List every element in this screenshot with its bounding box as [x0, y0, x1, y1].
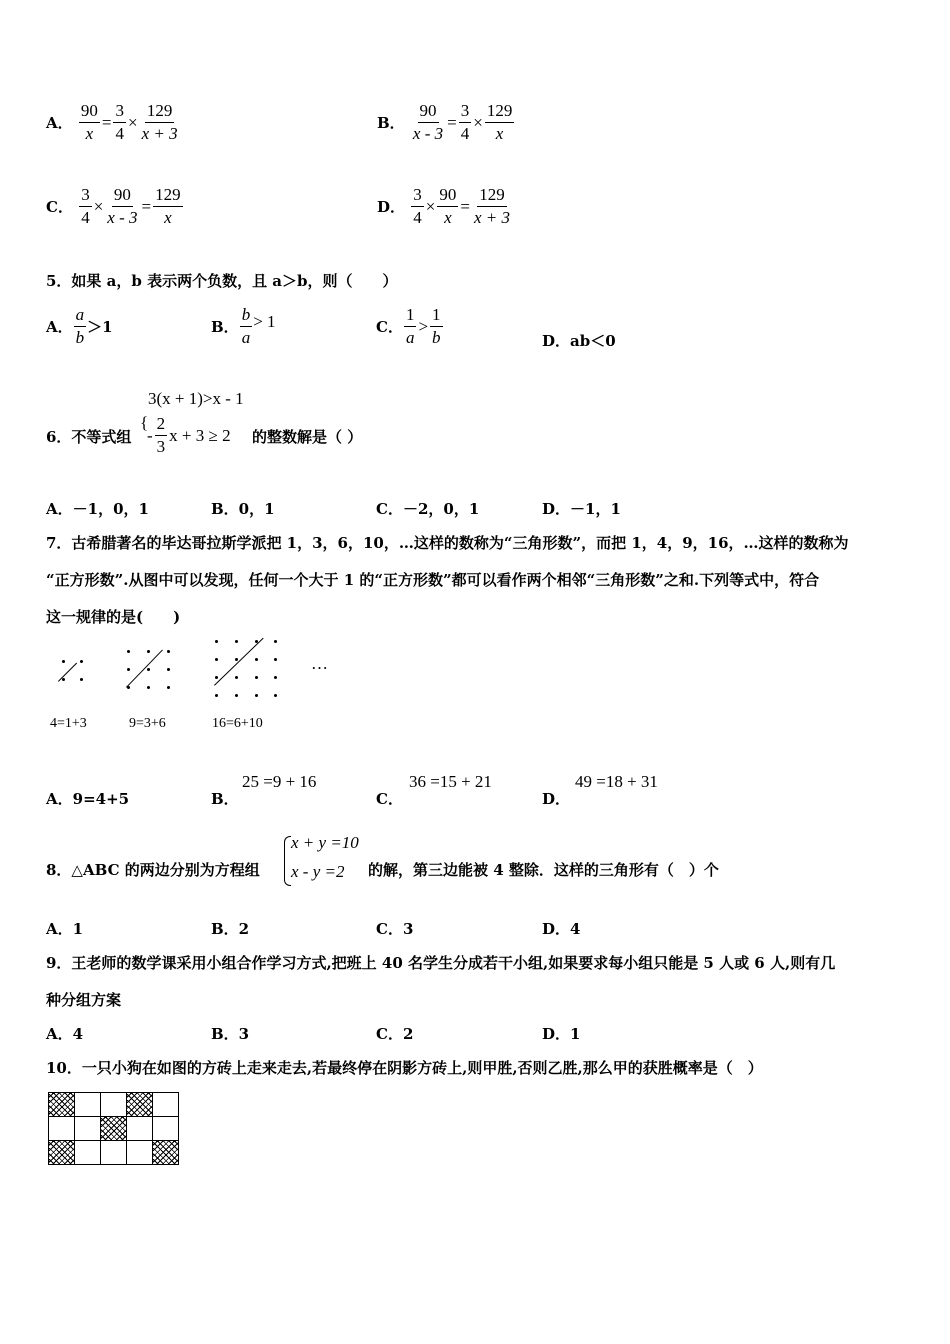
q4-option-b: B． $\frac{90}{x - 3}$ = $\frac{3}{4}$ × $\frac{129}{x}$ — [377, 101, 513, 143]
q8-equation-2: x - y =2 — [291, 862, 345, 881]
tile — [49, 1117, 75, 1141]
q9-stem-line1: 9．王老师的数学课采用小组合作学习方式,把班上 40 名学生分成若干小组,如果要求每小组只能是 5 人或 6 人,则有几 — [46, 954, 836, 972]
q7-option-d-expr: 49 =18 + 31 — [575, 772, 658, 791]
q8-suffix: 的解，第三边能被 4 整除．这样的三角形有（ ）个 — [368, 861, 719, 879]
q6-brace: { — [140, 413, 149, 432]
tile-shaded — [49, 1093, 75, 1117]
q5-option-b: B． $\frac{b}{a}$ > 1 — [211, 305, 276, 347]
fraction: $\frac{129}{x + 3}$ — [141, 101, 178, 143]
q6-option-d: D．－1，1 — [542, 500, 621, 518]
q8-option-a: A．1 — [46, 920, 84, 938]
q4-option-c: C． $\frac{3}{4}$ × $\frac{90}{x - 3}$ = $\frac{129}{x}$ — [46, 185, 181, 227]
tile — [101, 1093, 127, 1117]
q7-option-b-expr: 25 =9 + 16 — [242, 772, 317, 791]
tile — [75, 1141, 101, 1165]
q7-option-c-label: C． — [376, 790, 403, 808]
tile-shaded — [101, 1117, 127, 1141]
tile — [153, 1117, 179, 1141]
q5-option-c: C． $\frac{1}{a}$ > $\frac{1}{b}$ — [376, 305, 441, 347]
q7-option-a: A．9=4+5 — [46, 790, 130, 808]
q6-suffix: 的整数解是（ ） — [252, 428, 363, 446]
tile — [75, 1117, 101, 1141]
q8-equation-1: x + y =10 — [291, 833, 359, 852]
tile-shaded — [49, 1141, 75, 1165]
q7-caption-1: 4=1+3 — [50, 716, 87, 731]
q9-stem-line2: 种分组方案 — [46, 991, 122, 1009]
q9-option-a: A．4 — [46, 1025, 84, 1043]
q8-option-b: B．2 — [211, 920, 250, 938]
q4-option-d: D． $\frac{3}{4}$ × $\frac{90}{x}$ = $\frac{129}{x + 3}$ — [377, 185, 510, 227]
q7-option-b-label: B． — [211, 790, 239, 808]
tile-shaded — [153, 1141, 179, 1165]
q9-option-d: D．1 — [542, 1025, 581, 1043]
q8-prefix: 8．△ABC 的两边分别为方程组 — [46, 861, 260, 879]
q6-prefix: 6．不等式组 — [46, 428, 132, 446]
q5-option-a: A． $\frac{a}{b}$ ＞1 — [46, 305, 113, 347]
q7-option-c-expr: 36 =15 + 21 — [409, 772, 492, 791]
q6-option-c: C．－2，0，1 — [376, 500, 480, 518]
q7-ellipsis: … — [311, 654, 328, 673]
tile — [127, 1117, 153, 1141]
q10-stem: 10．一只小狗在如图的方砖上走来走去,若最终停在阴影方砖上,则甲胜,否则乙胜,那么甲的获胜概率是（ ） — [46, 1059, 763, 1077]
q7-stem-line2: “正方形数”.从图中可以发现，任何一个大于 1 的“正方形数”都可以看作两个相邻“三角形数”之和.下列等式中，符合 — [46, 571, 820, 589]
tile — [127, 1141, 153, 1165]
q9-option-b: B．3 — [211, 1025, 250, 1043]
q8-option-c: C．3 — [376, 920, 414, 938]
q9-option-c: C．2 — [376, 1025, 414, 1043]
q7-stem-line3: 这一规律的是( ) — [46, 608, 181, 626]
q5-option-d: D．ab＜0 — [542, 332, 616, 350]
tile-grid — [48, 1092, 179, 1165]
tile — [153, 1093, 179, 1117]
q4-option-a: A． $\frac{90}{x}$ = $\frac{3}{4}$ × $\frac{129}{x + 3}$ — [46, 101, 178, 143]
q8-brace — [284, 836, 291, 886]
fraction: $\frac{3}{4}$ — [115, 101, 124, 143]
q7-stem-line1: 7．古希腊著名的毕达哥拉斯学派把 1，3，6，10，…这样的数称为“三角形数”，而把 1，4，9，16，…这样的数称为 — [46, 534, 849, 552]
tile — [75, 1093, 101, 1117]
fraction: $\frac{90}{x}$ — [80, 101, 98, 143]
tile — [101, 1141, 127, 1165]
q7-caption-3: 16=6+10 — [212, 716, 263, 731]
q6-system-line2: - $\frac{2}{3}$ x + 3 ≥ 2 — [147, 414, 231, 456]
q5-stem: 5．如果 a，b 表示两个负数，且 a＞b，则（ ） — [46, 272, 398, 290]
q7-option-d-label: D． — [542, 790, 571, 808]
q7-caption-2: 9=3+6 — [129, 716, 166, 731]
q6-system-line1: 3(x + 1)>x - 1 — [148, 389, 244, 408]
tile-shaded — [127, 1093, 153, 1117]
q8-option-d: D．4 — [542, 920, 581, 938]
q6-option-b: B．0，1 — [211, 500, 275, 518]
q6-option-a: A．－1，0，1 — [46, 500, 149, 518]
